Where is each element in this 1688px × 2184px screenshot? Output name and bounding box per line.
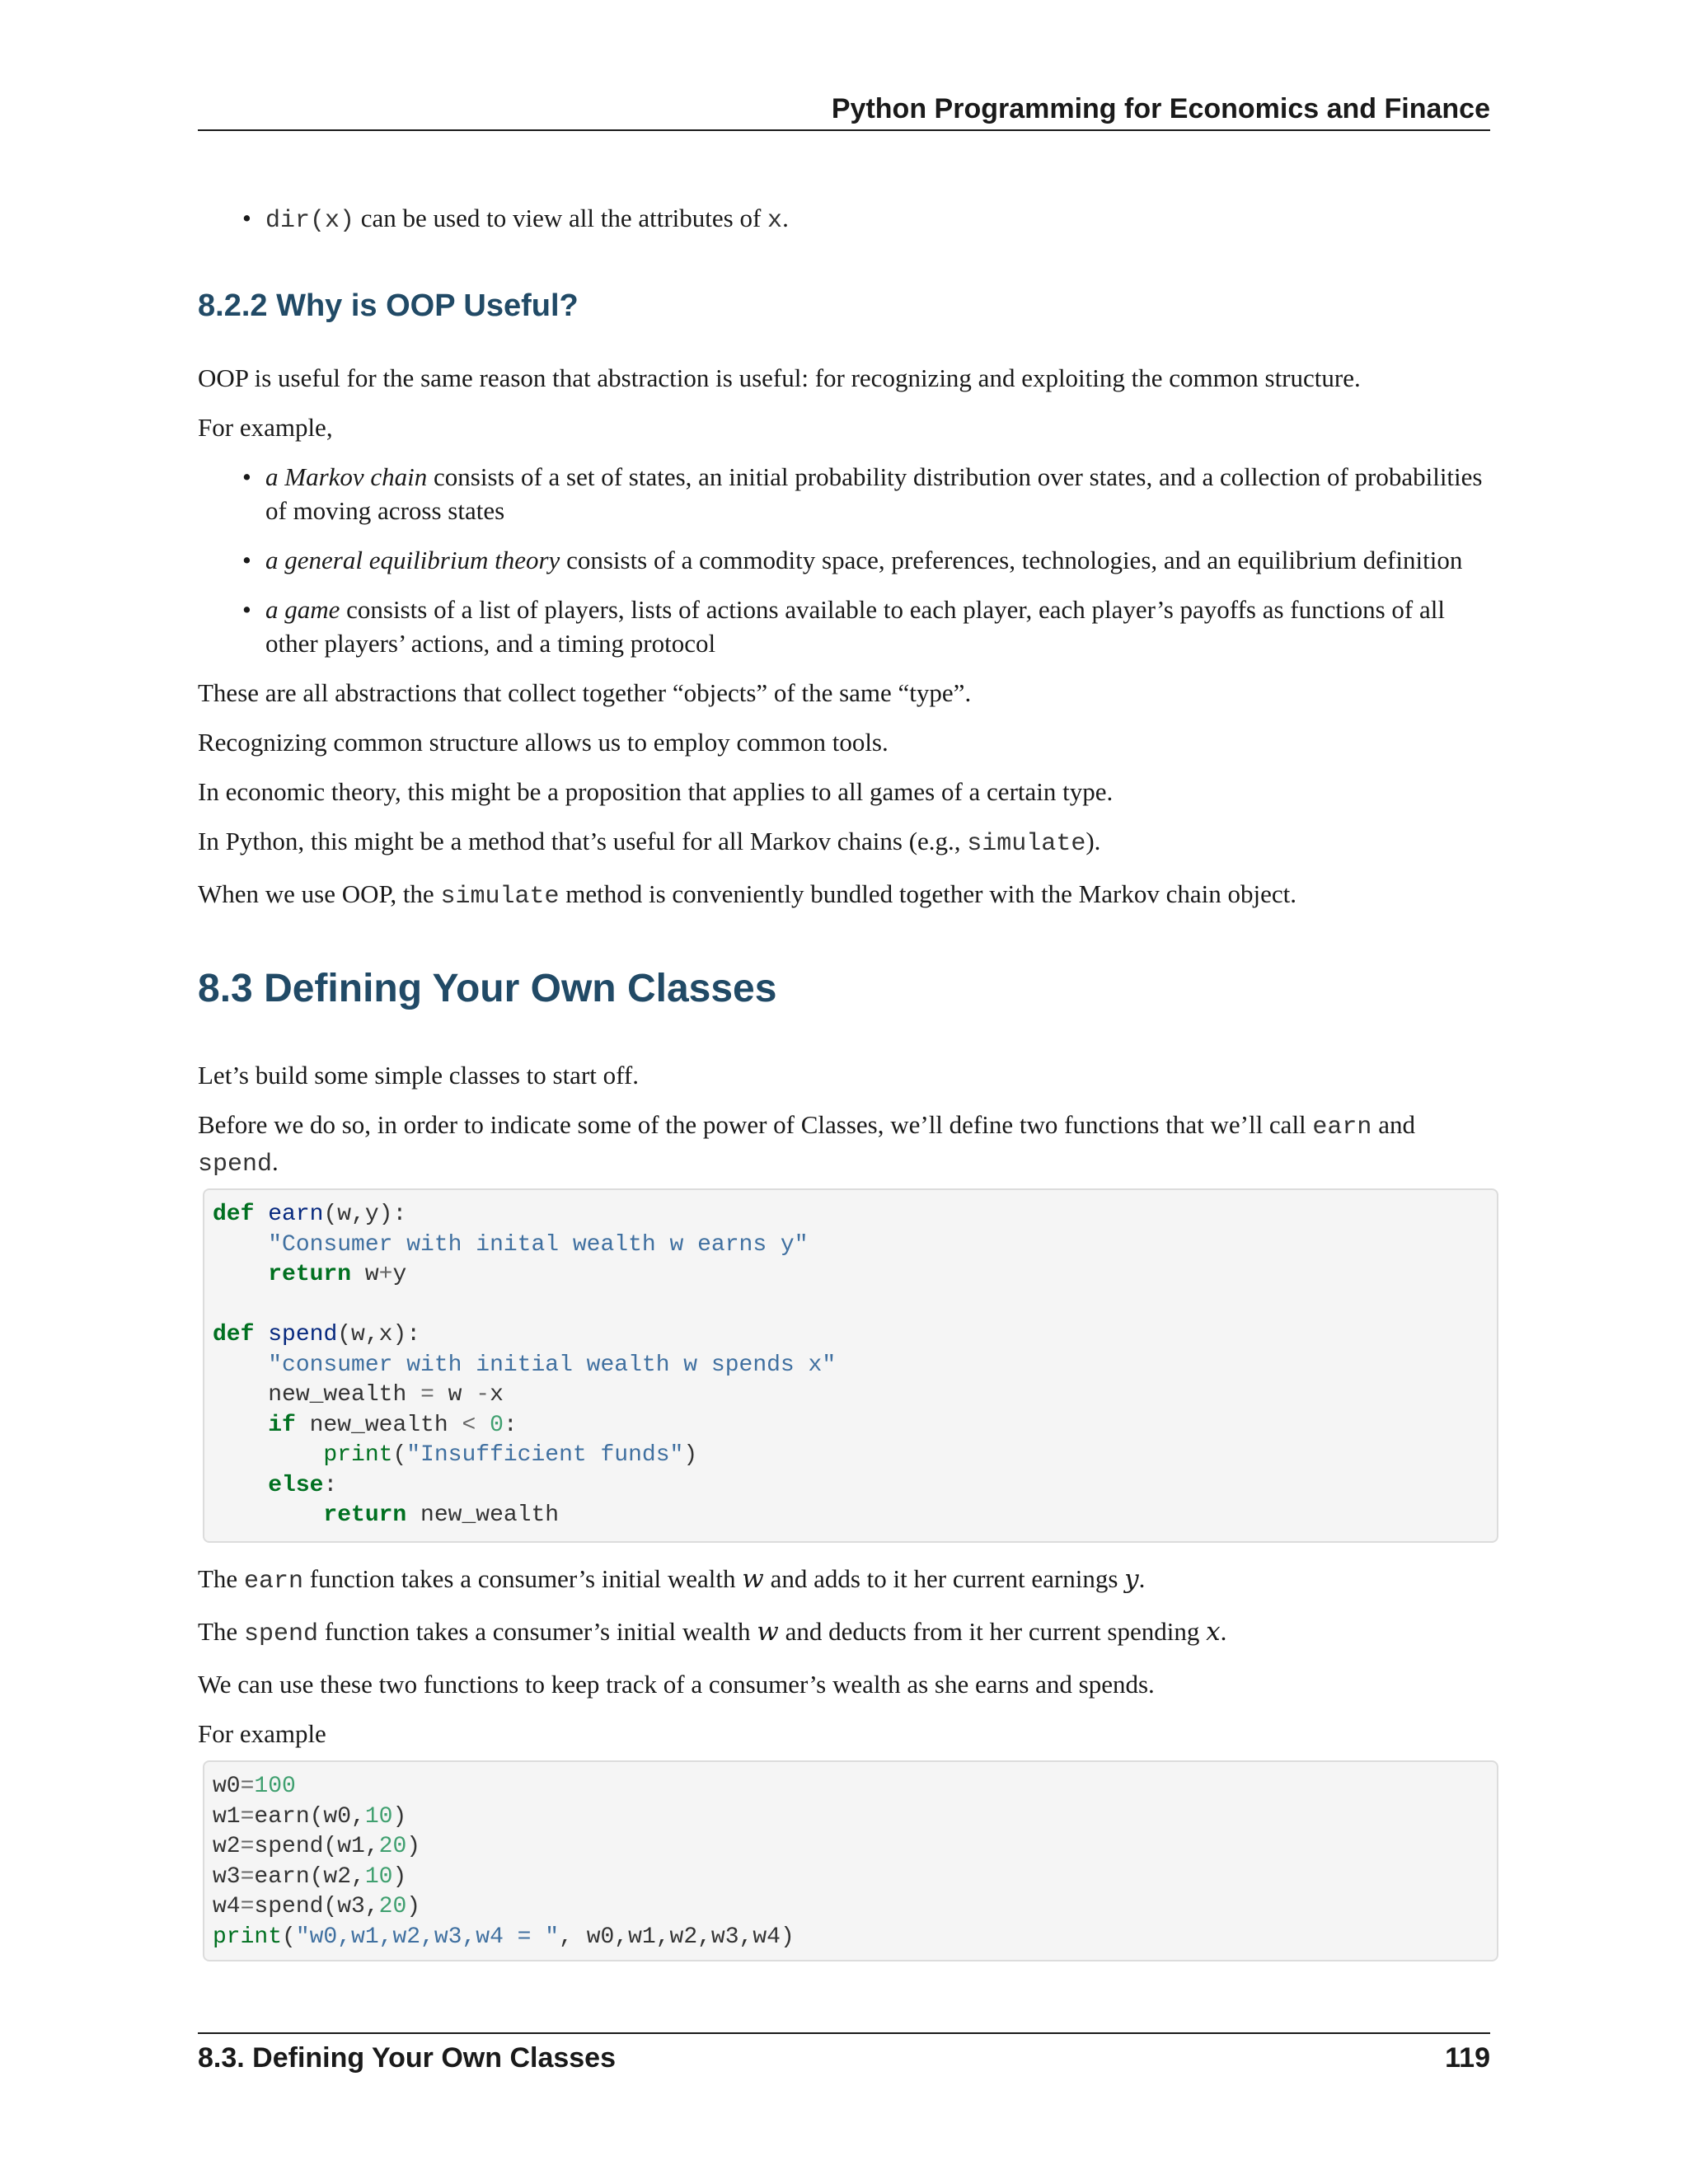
code-text: w <box>434 1382 476 1408</box>
text: . <box>1220 1617 1227 1646</box>
text: The <box>198 1564 244 1593</box>
function-name: spend <box>268 1322 338 1347</box>
bullet-text: can be used to view all the attributes of <box>354 204 768 232</box>
operator: = <box>240 1894 255 1919</box>
code-text: earn(w2, <box>254 1863 365 1890</box>
footer-section-title: 8.3. Defining Your Own Classes <box>198 2042 616 2074</box>
text: . <box>272 1147 279 1176</box>
builtin: print <box>323 1442 393 1468</box>
header-rule <box>198 129 1490 131</box>
keyword: return <box>268 1262 352 1287</box>
running-header: Python Programming for Economics and Finance <box>831 93 1490 124</box>
paragraph: For example, <box>198 413 333 442</box>
inline-code: dir(x) <box>265 207 355 235</box>
code-text: ) <box>392 1803 407 1830</box>
paragraph <box>198 877 1490 914</box>
bullet-text: consists of a set of states, an initial probability distribution over states, and a collection of probabilities of moving across states <box>265 462 1483 525</box>
paragraph: OOP is useful for the same reason that abstraction is useful: for recognizing and exploiting the common structure. <box>198 363 1361 392</box>
code-text: ( <box>282 1924 296 1950</box>
number: 0 <box>490 1412 504 1438</box>
code-text <box>476 1413 490 1438</box>
code-text: new_wealth <box>406 1502 560 1528</box>
code-text: y <box>392 1262 407 1287</box>
code-text: ) <box>683 1442 698 1468</box>
term: a game <box>265 595 340 624</box>
operator: < <box>462 1412 476 1438</box>
paragraph: Recognizing common structure allows us to employ common tools. <box>198 728 889 757</box>
code-text: w0 <box>213 1774 241 1799</box>
paragraph: Let’s build some simple classes to start off. <box>198 1061 639 1090</box>
section-intro <box>198 1058 1490 1182</box>
number: 10 <box>364 1863 393 1890</box>
string: "Consumer with inital wealth w earns y" <box>268 1231 809 1258</box>
code-block-functions[interactable] <box>203 1188 1498 1543</box>
code-text: : <box>323 1472 338 1498</box>
paragraph <box>198 1562 1490 1599</box>
text: function takes a consumer’s initial wealth <box>317 1617 757 1646</box>
keyword: def <box>213 1202 255 1227</box>
text: ). <box>1085 827 1101 855</box>
code-text: ( <box>392 1442 407 1468</box>
text: and deducts from it her current spending <box>778 1617 1207 1646</box>
paragraph: In economic theory, this might be a proposition that applies to all games of a certain type. <box>198 777 1114 806</box>
code-text: ) <box>406 1834 421 1859</box>
function-name: earn <box>268 1202 324 1227</box>
subsection-heading: 8.2.2 Why is OOP Useful? <box>198 288 579 323</box>
term: a Markov chain <box>265 462 428 491</box>
code-text: spend(w1, <box>254 1834 379 1859</box>
list-item <box>198 543 1490 577</box>
operator: = <box>240 1834 255 1859</box>
keyword: else <box>268 1472 324 1498</box>
operator: = <box>240 1774 255 1799</box>
text: The <box>198 1617 244 1646</box>
code-text: , w0,w1,w2,w3,w4) <box>559 1924 795 1950</box>
math-var: w <box>742 1564 764 1594</box>
list-item <box>198 593 1490 660</box>
code-text: earn(w0, <box>254 1803 365 1830</box>
inline-code: simulate <box>967 830 1086 858</box>
code-text: ) <box>392 1863 407 1890</box>
text: When we use OOP, the <box>198 879 441 908</box>
text: In Python, this might be a method that’s useful for all Markov chains (e.g., <box>198 827 968 855</box>
code-text: new_wealth <box>268 1382 421 1408</box>
inline-code: simulate <box>440 883 560 911</box>
operator: = <box>240 1863 255 1890</box>
code-text: w <box>351 1262 379 1287</box>
string: "Insufficient funds" <box>406 1442 684 1468</box>
builtin: print <box>213 1924 283 1950</box>
inline-code: x <box>767 207 783 235</box>
code-text: spend(w3, <box>254 1894 379 1919</box>
code-text: ) <box>406 1894 421 1919</box>
code-text: (w,y): <box>323 1202 407 1227</box>
text: and <box>1372 1110 1415 1139</box>
operator: = <box>420 1382 434 1408</box>
text: method is conveniently bundled together with the Markov chain object. <box>559 879 1296 908</box>
inline-code: earn <box>1312 1113 1372 1141</box>
code-text: w1 <box>213 1803 241 1830</box>
text: Before we do so, in order to indicate some of the power of Classes, we’ll define two functions that we’ll call <box>198 1110 1313 1139</box>
paragraph <box>198 1615 1490 1652</box>
paragraph <box>198 1108 1490 1182</box>
number: 20 <box>378 1834 407 1859</box>
section-heading: 8.3 Defining Your Own Classes <box>198 967 777 1010</box>
paragraph <box>198 824 1490 861</box>
paragraph: For example <box>198 1719 326 1748</box>
number: 100 <box>254 1774 296 1799</box>
bullet-text: consists of a list of players, lists of actions available to each player, each player’s payoffs as functions of all other players’ actions, and a timing protocol <box>265 595 1445 658</box>
bullet-text: consists of a commodity space, preferences, technologies, and an equilibrium definition <box>560 546 1463 574</box>
inline-code: spend <box>243 1620 318 1648</box>
intro-bullet <box>198 201 1490 238</box>
math-var: y <box>1124 1564 1139 1594</box>
paragraph: These are all abstractions that collect together “objects” of the same “type”. <box>198 678 972 707</box>
footer-rule <box>198 2032 1490 2034</box>
bullet-text: . <box>782 204 789 232</box>
number: 10 <box>364 1803 393 1830</box>
operator: - <box>476 1382 490 1408</box>
list-item <box>198 201 1490 238</box>
text: and adds to it her current earnings <box>763 1564 1125 1593</box>
operator: + <box>378 1262 393 1287</box>
code-text: x <box>490 1382 504 1408</box>
code-text: w3 <box>213 1863 241 1890</box>
code-text: : <box>503 1412 518 1438</box>
inline-code: spend <box>198 1151 273 1179</box>
math-var: x <box>1206 1617 1221 1647</box>
keyword: return <box>323 1502 407 1528</box>
subsection-body <box>198 361 1490 914</box>
page-number: 119 <box>1445 2042 1490 2074</box>
string: "consumer with initial wealth w spends x" <box>268 1352 837 1378</box>
math-var: w <box>757 1617 779 1647</box>
text: . <box>1138 1564 1146 1593</box>
keyword: def <box>213 1322 255 1347</box>
section-body <box>198 1562 1490 1750</box>
paragraph: We can use these two functions to keep track of a consumer’s wealth as she earns and spends. <box>198 1670 1155 1699</box>
document-page <box>198 0 1490 2184</box>
operator: = <box>240 1803 255 1830</box>
code-text: w4 <box>213 1894 241 1919</box>
keyword: if <box>268 1412 296 1438</box>
code-text: w2 <box>213 1834 241 1859</box>
number: 20 <box>378 1894 407 1919</box>
code-block-example[interactable] <box>203 1760 1498 1961</box>
term: a general equilibrium theory <box>265 546 560 574</box>
text: function takes a consumer’s initial wealth <box>302 1564 743 1593</box>
code-text: new_wealth <box>295 1412 462 1438</box>
code-text: (w,x): <box>337 1322 421 1347</box>
list-item <box>198 460 1490 527</box>
inline-code: earn <box>243 1568 303 1596</box>
string: "w0,w1,w2,w3,w4 = " <box>295 1924 560 1950</box>
